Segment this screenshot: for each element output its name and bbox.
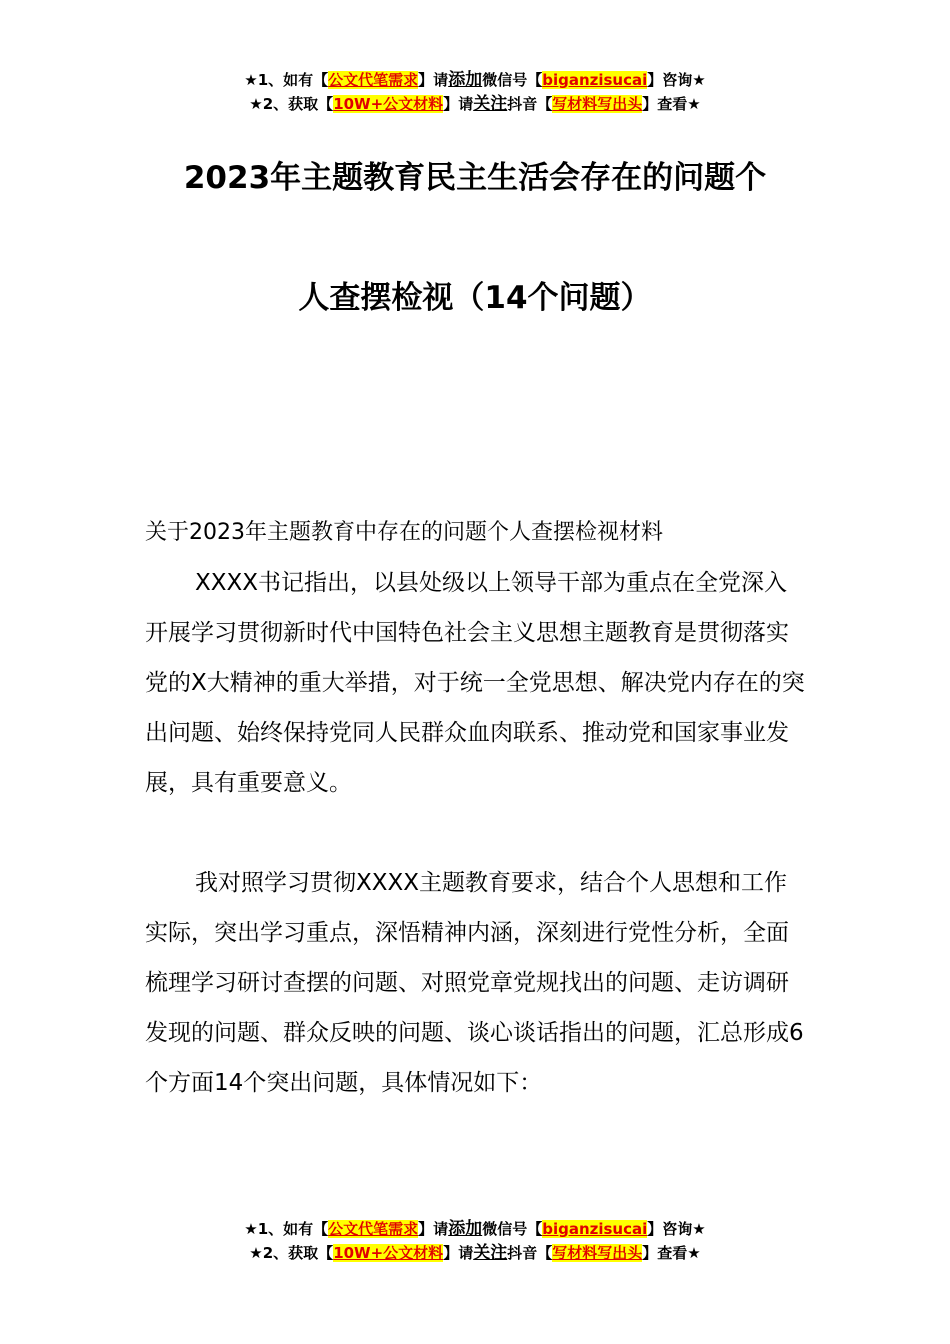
paragraph-1: XXXX书记指出，以县处级以上领导干部为重点在全党深入开展学习贯彻新时代中国特色社会主义思想主题教育是贯彻落实党的X大精神的重大举措，对于统一全党思想、解决党内存在的突出问题、始终保持党同人民群众血肉联系、推动党和国家事业发展，具有重要意义。 [145,570,805,796]
promo-line-1: ★1、如有【公文代笔需求】请添加微信号【biganzisucai】咨询★ [244,1219,706,1239]
promo-line-2: ★2、获取【10W+公文材料】请关注抖音【写材料写出头】查看★ [249,94,701,114]
subtitle: 关于2023年主题教育中存在的问题个人查摆检视材料 [145,520,663,545]
document-body [145,508,810,1108]
promo-line-1: ★1、如有【公文代笔需求】请添加微信号【biganzisucai】咨询★ [244,70,706,90]
promo-footer [0,1217,950,1265]
promo-header [0,68,950,116]
paragraph-2: 我对照学习贯彻XXXX主题教育要求，结合个人思想和工作实际，突出学习重点，深悟精神内涵，深刻进行党性分析，全面梳理学习研讨查摆的问题、对照党章党规找出的问题、走访调研发现的问题、群众反映的问题、谈心谈话指出的问题，汇总形成6个方面14个突出问题，具体情况如下： [145,870,804,1096]
promo-line-2: ★2、获取【10W+公文材料】请关注抖音【写材料写出头】查看★ [249,1243,701,1263]
title-line-2: 人查摆检视（14个问题） [298,280,652,316]
title-line-1: 2023年主题教育民主生活会存在的问题个 [183,160,767,196]
